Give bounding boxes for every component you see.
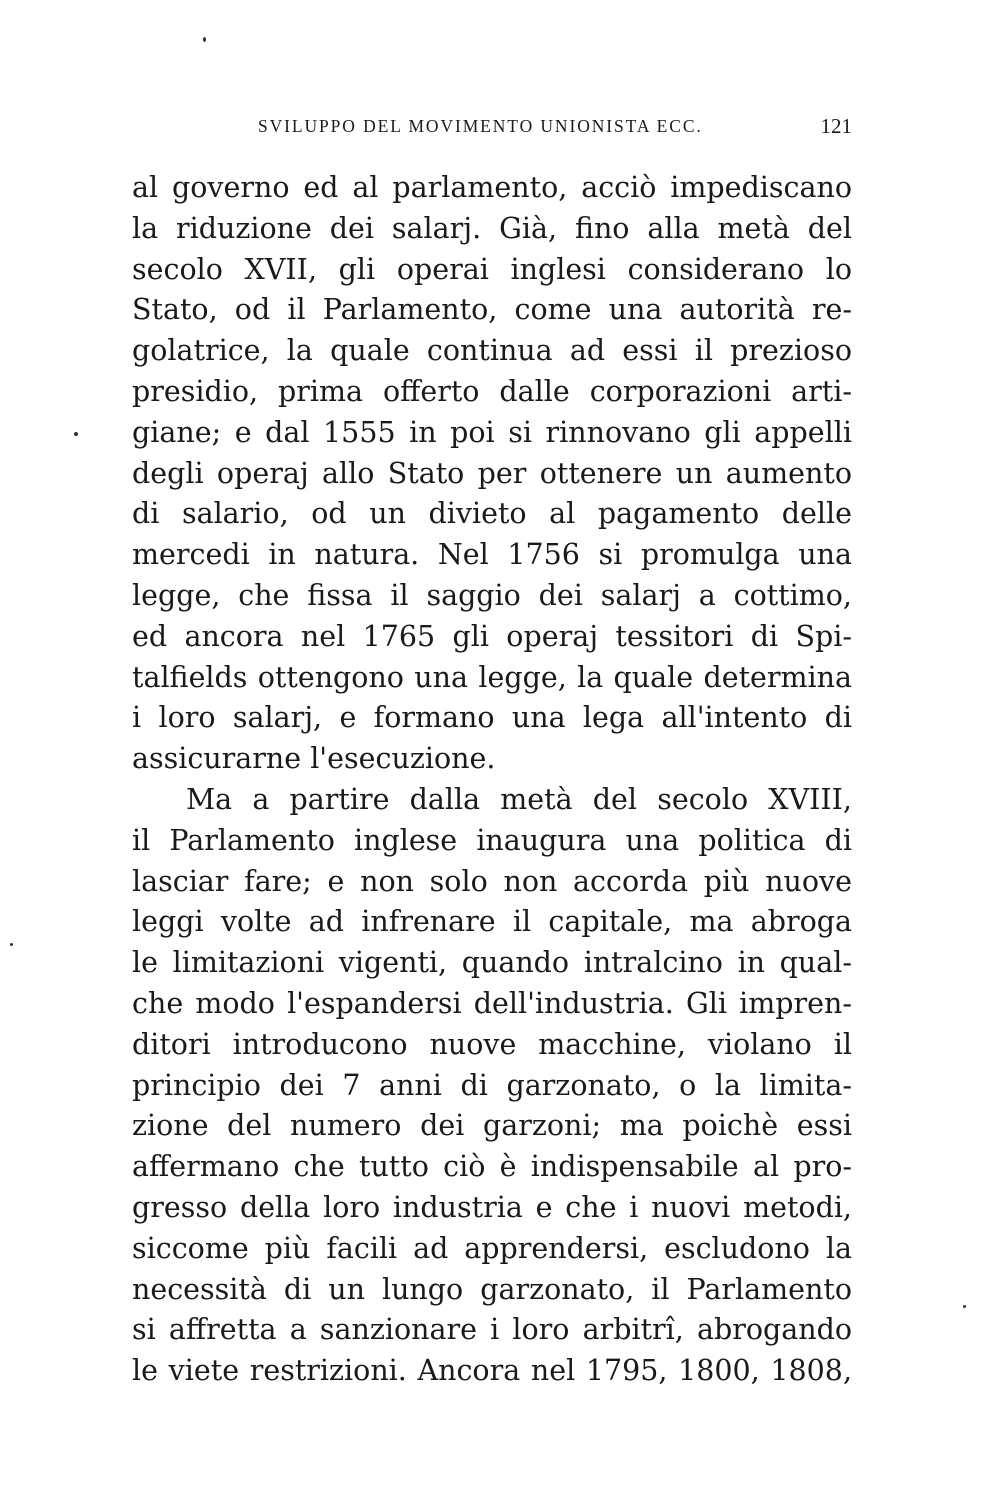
text-line: necessità di un lungo garzonato, il Parlamento bbox=[132, 1272, 852, 1306]
page-number: 121 bbox=[820, 114, 852, 138]
text-line: le limitazioni vigenti, quando intralcino in qual- bbox=[132, 946, 852, 980]
scan-speck bbox=[74, 432, 78, 436]
text-line: principio dei 7 anni di garzonato, o la limita- bbox=[132, 1068, 852, 1102]
text-line: legge, che fissa il saggio dei salarj a cottimo, bbox=[132, 578, 852, 612]
paragraph-2 bbox=[132, 780, 852, 1392]
body-text bbox=[132, 168, 852, 1392]
text-line: le viete restrizioni. Ancora nel 1795, 1800, 1808, bbox=[132, 1354, 852, 1388]
text-line: giane; e dal 1555 in poi si rinnovano gli appelli bbox=[132, 415, 852, 449]
paragraph-1 bbox=[132, 168, 852, 780]
scan-speck bbox=[10, 943, 13, 946]
text-line: che modo l'espandersi dell'industria. Gli impren- bbox=[132, 986, 852, 1020]
text-line: ditori introducono nuove macchine, violano il bbox=[132, 1027, 852, 1061]
text-line: lasciar fare; e non solo non accorda più nuove bbox=[132, 864, 852, 898]
text-line: si affretta a sanzionare i loro arbitrî, abrogando bbox=[132, 1313, 852, 1347]
scan-speck bbox=[963, 1305, 966, 1308]
text-line: gresso della loro industria e che i nuovi metodi, bbox=[132, 1190, 852, 1224]
text-line: siccome più facili ad apprendersi, escludono la bbox=[132, 1231, 852, 1265]
text-line: leggi volte ad infrenare il capitale, ma abroga bbox=[132, 905, 852, 939]
running-header bbox=[258, 116, 852, 142]
text-line: la riduzione dei salarj. Già, fino alla metà del bbox=[132, 211, 852, 245]
text-line: ed ancora nel 1765 gli operaj tessitori di Spi- bbox=[132, 619, 852, 653]
text-line: assicurarne l'esecuzione. bbox=[132, 742, 496, 776]
text-line: golatrice, la quale continua ad essi il prezioso bbox=[132, 334, 852, 368]
text-line: talfields ottengono una legge, la quale determina bbox=[132, 660, 852, 694]
text-line: mercedi in natura. Nel 1756 si promulga una bbox=[132, 538, 852, 572]
running-title: SVILUPPO DEL MOVIMENTO UNIONISTA ECC. bbox=[258, 116, 703, 136]
text-line: Ma a partire dalla metà del secolo XVIII, bbox=[186, 782, 852, 816]
text-line: al governo ed al parlamento, acciò impediscano bbox=[132, 171, 852, 204]
text-line: i loro salarj, e formano una lega all'intento di bbox=[132, 701, 852, 735]
text-line: di salario, od un divieto al pagamento delle bbox=[132, 497, 852, 531]
text-line: presidio, prima offerto dalle corporazioni arti- bbox=[132, 374, 852, 408]
text-line: affermano che tutto ciò è indispensabile al pro- bbox=[132, 1150, 852, 1184]
text-line: il Parlamento inglese inaugura una politica di bbox=[132, 823, 852, 857]
text-line: Stato, od il Parlamento, come una autorità re- bbox=[132, 293, 852, 327]
scan-speck bbox=[203, 37, 206, 42]
text-line: degli operaj allo Stato per ottenere un aumento bbox=[132, 456, 852, 490]
text-line: zione del numero dei garzoni; ma poichè essi bbox=[132, 1109, 852, 1143]
text-line: secolo XVII, gli operai inglesi considerano lo bbox=[132, 252, 852, 286]
